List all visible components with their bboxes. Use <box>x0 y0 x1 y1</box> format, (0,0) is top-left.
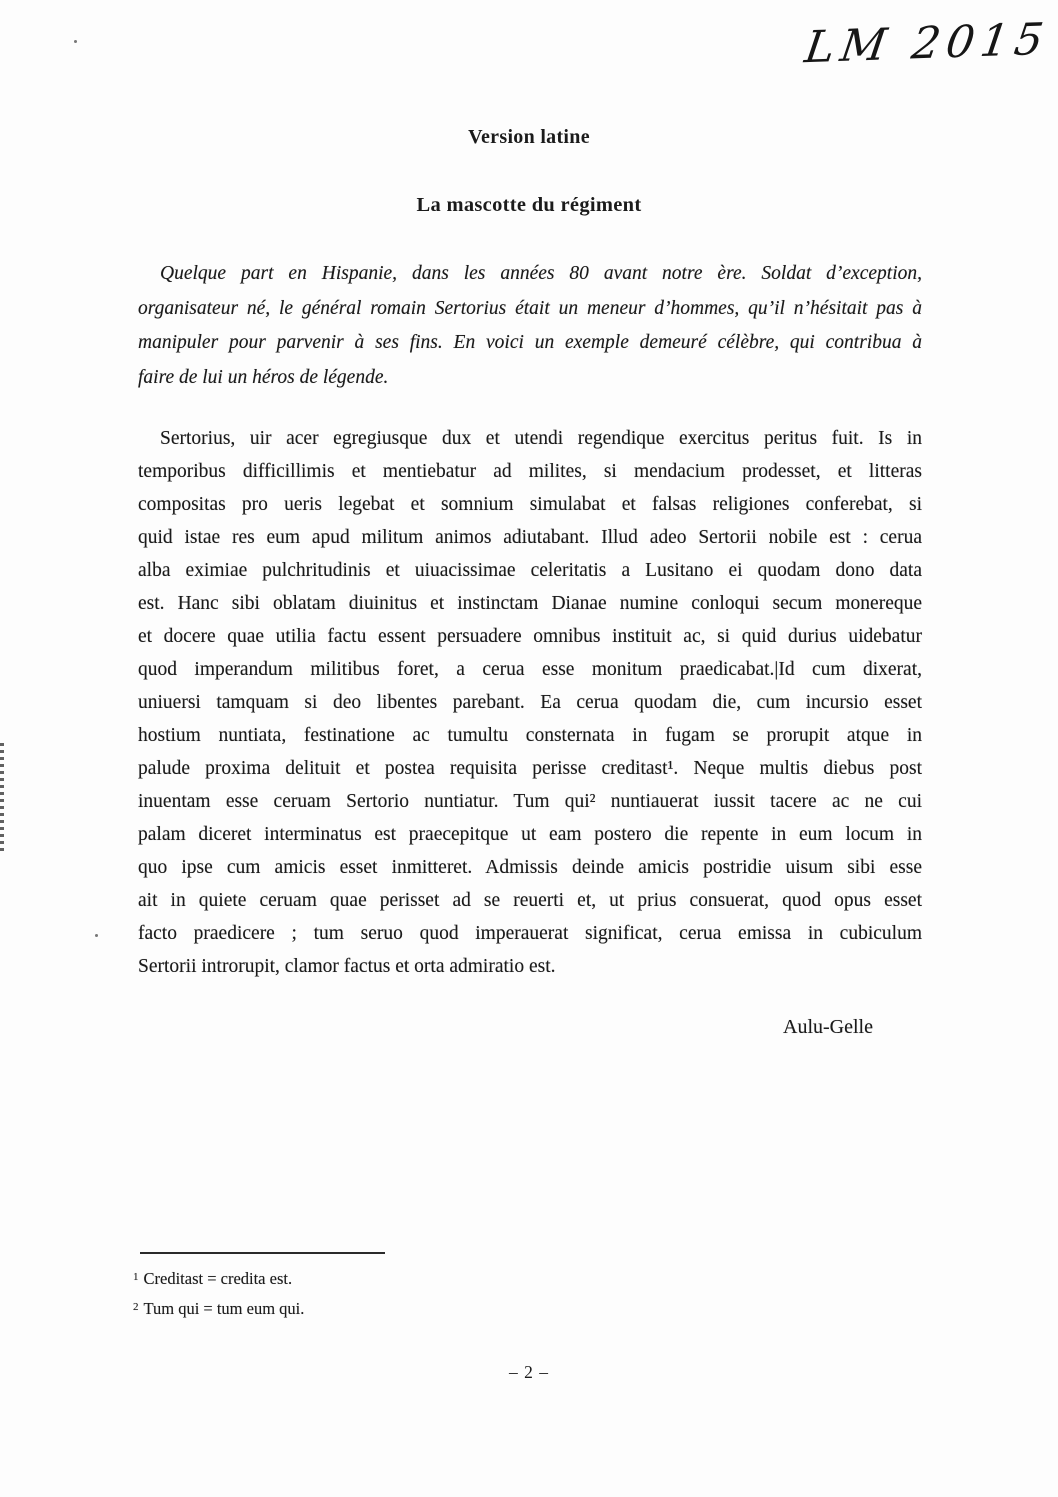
footnote-text: Creditast = credita est. <box>143 1269 293 1288</box>
body-line: quo ipse cum amicis esset inmitteret. Admissis deinde amicis postridie uisum sibi esse <box>138 857 922 878</box>
doc-title: Version latine <box>468 126 590 148</box>
left-edge-scan-artifact <box>0 743 4 855</box>
body-line: alba eximiae pulchritudinis et uiuacissimae celeritatis a Lusitano ei quodam dono data <box>138 560 922 581</box>
intro-line: faire de lui un héros de légende. <box>138 366 389 388</box>
body-line: temporibus difficillimis et mentiebatur ad milites, si mendacium prodesset, et litteras <box>138 461 922 482</box>
body-line: compositas pro ueris legebat et somnium simulabat et falsas religiones conferebat, si <box>138 494 922 515</box>
footnote <box>133 1294 304 1324</box>
intro-line: manipuler pour parvenir à ses fins. En voici un exemple demeuré célèbre, qui contribua à <box>138 332 922 353</box>
page-number: – 2 – <box>509 1362 549 1382</box>
body-line: Sertorii introrupit, clamor factus et orta admiratio est. <box>138 956 556 977</box>
body-line: palam diceret interminatus est praecepitque ut eam postero die repente in eum locum in <box>138 824 922 845</box>
body-line: palude proxima delituit et postea requisita perisse creditast¹. Neque multis diebus post <box>138 758 922 779</box>
body-line: inuentam esse ceruam Sertorio nuntiatur. Tum qui² nuntiauerat iussit tacere ac ne cui <box>138 791 922 812</box>
body-line: Sertorius, uir acer egregiusque dux et utendi regendique exercitus peritus fuit. Is in <box>160 428 922 449</box>
scan-speck <box>74 40 77 43</box>
footnote-text: Tum qui = tum eum qui. <box>143 1299 305 1318</box>
footnote-marker: 2 <box>133 1301 139 1313</box>
intro-line: Quelque part en Hispanie, dans les années 80 avant notre ère. Soldat d’exception, <box>160 263 922 284</box>
body-paragraph <box>138 422 922 983</box>
body-line: est. Hanc sibi oblatam diuinitus et instinctam Dianae numine conloqui secum monereque <box>138 593 922 614</box>
body-line: facto praedicere ; tum seruo quod imperauerat significat, cerua emissa in cubiculum <box>138 923 922 944</box>
attribution: Aulu-Gelle <box>783 1016 873 1038</box>
footnote <box>133 1264 304 1294</box>
doc-subtitle: La mascotte du régiment <box>416 194 642 216</box>
body-line: ait in quiete ceruam quae perisset ad se reuerti et, ut prius consuerat, quod opus esset <box>138 890 922 911</box>
body-line: hostium nuntiata, festinatione ac tumultu consternata in fugam se prorupit atque in <box>138 725 922 746</box>
footnote-marker: 1 <box>133 1271 139 1283</box>
body-line: quid istae res eum apud militum animos adiutabant. Illud adeo Sertorii nobile est : cerua <box>138 527 922 548</box>
intro-paragraph <box>138 257 922 395</box>
intro-line: organisateur né, le général romain Sertorius était un meneur d’hommes, qu’il n’hésitait pas à <box>138 297 922 319</box>
handwritten-annotation: LM 2015 <box>801 13 1053 74</box>
body-line: et docere quae utilia factu essent persuadere omnibus instituit ac, si quid durius uidebatur <box>138 626 922 647</box>
body-line: uniuersi tamquam si deo libentes parebant. Ea cerua quodam die, cum incursio esset <box>138 692 922 713</box>
scan-speck <box>95 934 98 937</box>
footnotes <box>133 1264 304 1324</box>
body-line: quod imperandum militibus foret, a cerua esse monitum praedicabat.|Id cum dixerat, <box>138 659 922 680</box>
footnote-separator <box>140 1252 385 1254</box>
